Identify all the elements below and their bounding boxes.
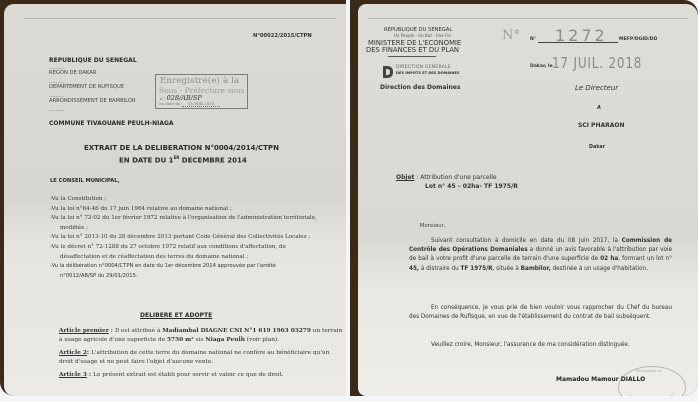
signatory-name: Mamadou Mamour DIALLO: [556, 376, 646, 383]
date-prefix: EN DATE DU 1: [119, 156, 174, 165]
stamp-line-2: Sous - Préfecture sous: [159, 86, 245, 95]
national-motto: Un Peuple - Un But - Une Foi: [394, 33, 451, 38]
article-text: L'attribution de cette terre du domaine national ne confère au bénéficiaire qu'un: [91, 350, 330, 356]
registration-stamp: [155, 74, 248, 109]
article-text: un terrain: [310, 328, 343, 334]
paragraph-text: destinée à un usage d'habitation.: [550, 265, 649, 272]
fold-line: [368, 18, 688, 19]
document-title: EXTRAIT DE LA DELIBERATION N°0004/2014/CTPN: [84, 144, 279, 152]
country-heading: REPUBLIQUE DU SENEGAL: [49, 57, 137, 64]
number-suffix: MEFP/DGID/DD: [619, 37, 658, 42]
stamp-date-label: en date du: [159, 101, 181, 106]
department-label: DEPARTEMENT DE RUFISQUE: [49, 84, 125, 90]
considerations-list: [50, 195, 330, 281]
stamp-date-value: 05 FEB 2015: [182, 101, 220, 107]
lot-number: 45,: [409, 265, 420, 272]
number-stamp: N°: [502, 28, 520, 43]
letter-number: 1272: [555, 26, 608, 45]
consideration-item: modifiée ;: [60, 224, 89, 231]
article-text: Le présent extrait est établi pour servir et valoir ce que de droit.: [93, 372, 284, 378]
header-divider: [388, 56, 436, 57]
consideration-item: -Vu la Constitution ;: [50, 196, 107, 202]
article-label: Article premier: [59, 328, 109, 334]
article-text: à usage agricole d'une superficie de: [59, 336, 167, 343]
paragraph-text: , située à: [492, 265, 521, 272]
dg-line-1: DIRECTION GENERALE: [396, 65, 451, 70]
consideration-item: -Vu la loi n° 72-02 du 1er février 1972 relative à l'organisation de l'administration territoriale,: [50, 215, 317, 222]
left-document-photo: [0, 0, 346, 396]
dg-line-2: DES IMPOTS ET DES DOMAINES: [396, 71, 460, 75]
separator: ………: [49, 93, 64, 99]
to-marker: A: [597, 105, 602, 111]
deliberation-extract-page: [4, 4, 346, 396]
separator: ………: [49, 107, 64, 113]
stamp-number-label: n°: [160, 96, 165, 101]
paragraph-2: En conséquence, je vous prie de bien vouloir vous rapprocher du Chef du bureau des Domaines de Rufisque, en vue de l'établissement du contrat de bail subséquent.: [409, 305, 672, 321]
region-label: REGON DE DAKAR: [49, 70, 97, 76]
consideration-item: -Vu la délibération n°0004/CTPN en date du 1er décembre 2014 approuvée par l'arrêté: [50, 263, 276, 270]
parcel-area: 02 ha: [600, 256, 619, 263]
right-document-photo: [350, 0, 698, 396]
article-premier: [59, 327, 343, 345]
article-text: (voir plan).: [244, 336, 280, 343]
article-text: droit d'usage et ne peut faire l'objet d'aucune vente.: [59, 358, 214, 365]
arrondissement-label: ARRONDISSEMENT DE BAMBILOR: [49, 98, 136, 104]
consideration-item: -Vu la loi n° 2013-10 du 28 décembre 2013 portant Code Général des Collectivités Locales ;: [50, 234, 311, 241]
document-date: [119, 155, 247, 164]
article-sep: :: [108, 328, 115, 334]
paragraph-1: [409, 237, 672, 274]
recipient-city: Dakar: [589, 145, 606, 150]
paragraph-text: Suivant consultation à domicile en date du 08 juin 2017, la: [431, 238, 622, 244]
date-sup: ER: [173, 155, 180, 160]
subject-label: Objet: [396, 174, 415, 181]
separator: ………: [49, 65, 64, 71]
article-text: Il est attribué à: [114, 328, 163, 334]
country-heading: REPUBLIQUE DU SENEGAL: [384, 27, 453, 33]
salutation: Monsieur,: [420, 223, 446, 229]
domain-letter-page: [358, 4, 698, 396]
article-sep: :: [86, 350, 92, 356]
paragraph-text: , formant un lot n°: [618, 256, 672, 263]
ministry-line-1: MINISTERE DE L'ECONOMIE: [368, 39, 462, 47]
direction-heading: Direction des Domaines: [380, 84, 461, 91]
location: Niaga Peulh: [205, 336, 245, 343]
article-2: [59, 349, 331, 367]
commune-heading: COMMUNE TIVAOUANE PEULH-NIAGA: [49, 120, 174, 127]
paragraph-3: Veuillez croire, Monsieur, l'assurance de ma considération distinguée.: [431, 342, 630, 348]
subject: [396, 174, 497, 181]
parcel-location: Bambilor,: [520, 265, 551, 272]
land-title: TF 1975/R: [460, 265, 493, 272]
article-label: Article 2: [59, 350, 87, 356]
stamp-number-value: 028/AB/SP: [166, 94, 202, 102]
consideration-item: n°0012/AB/SP du 29/01/2015.: [60, 272, 138, 279]
consideration-item: désaffectation et de réaffectation des terres du domaine national ;: [60, 253, 249, 260]
article-label: Article 3: [59, 372, 87, 378]
dgid-logo-icon: [382, 65, 394, 79]
ministry-line-2: DES FINANCES ET DU PLAN: [366, 46, 460, 54]
seal-text: Economie et: [636, 368, 662, 373]
paragraph-text: à distraire du: [419, 265, 461, 272]
commission-name: Commission de Contrôle des Opérations Domaniales: [409, 238, 673, 254]
article-text: sis: [193, 336, 206, 343]
fold-line: [24, 18, 336, 19]
recipient: SCI PHARAON: [578, 122, 625, 129]
letter-date: 17 JUIL. 2018: [552, 54, 643, 72]
date-suffix: DECEMBRE 2014: [179, 156, 247, 165]
stamp-date: [159, 101, 220, 106]
consideration-item: -Vu le décret n° 72-1288 du 27 octobre 1972 relatif aux conditions d'affectation, de: [50, 243, 286, 250]
separator: ………: [49, 79, 64, 85]
consideration-item: -Vu la loi n°64-46 du 17 juin 1964 relative au domaine national ;: [50, 205, 232, 212]
section-title: DELIBERE ET ADOPTE: [140, 312, 213, 319]
subject-text: : Attribution d'une parcelle: [414, 174, 497, 181]
article-sep: :: [86, 372, 94, 378]
stamp-line-1: Enregistré(e) à la: [160, 76, 240, 86]
beneficiary-name: Madiambal DIAGNE CNI N°1 619 1963 03279: [162, 328, 311, 334]
article-3: [59, 371, 331, 380]
date-label: Dakar, le: [530, 64, 553, 69]
council-heading: LE CONSEIL MUNICIPAL,: [50, 178, 120, 184]
subject-lot: Lot n° 45 – 02ha- TF 1975/R: [425, 183, 518, 190]
sender: Le Directeur: [575, 84, 619, 92]
number-label: N°: [530, 37, 537, 42]
reference-number: N°00022/2015/CTPN: [253, 33, 312, 39]
paragraph-text: a donné un avis favorable à l'attribution par voie de bail à votre profit d'une parcelle de terrain d'une superficie de: [409, 247, 672, 263]
land-area: 5750 m²: [167, 336, 194, 343]
